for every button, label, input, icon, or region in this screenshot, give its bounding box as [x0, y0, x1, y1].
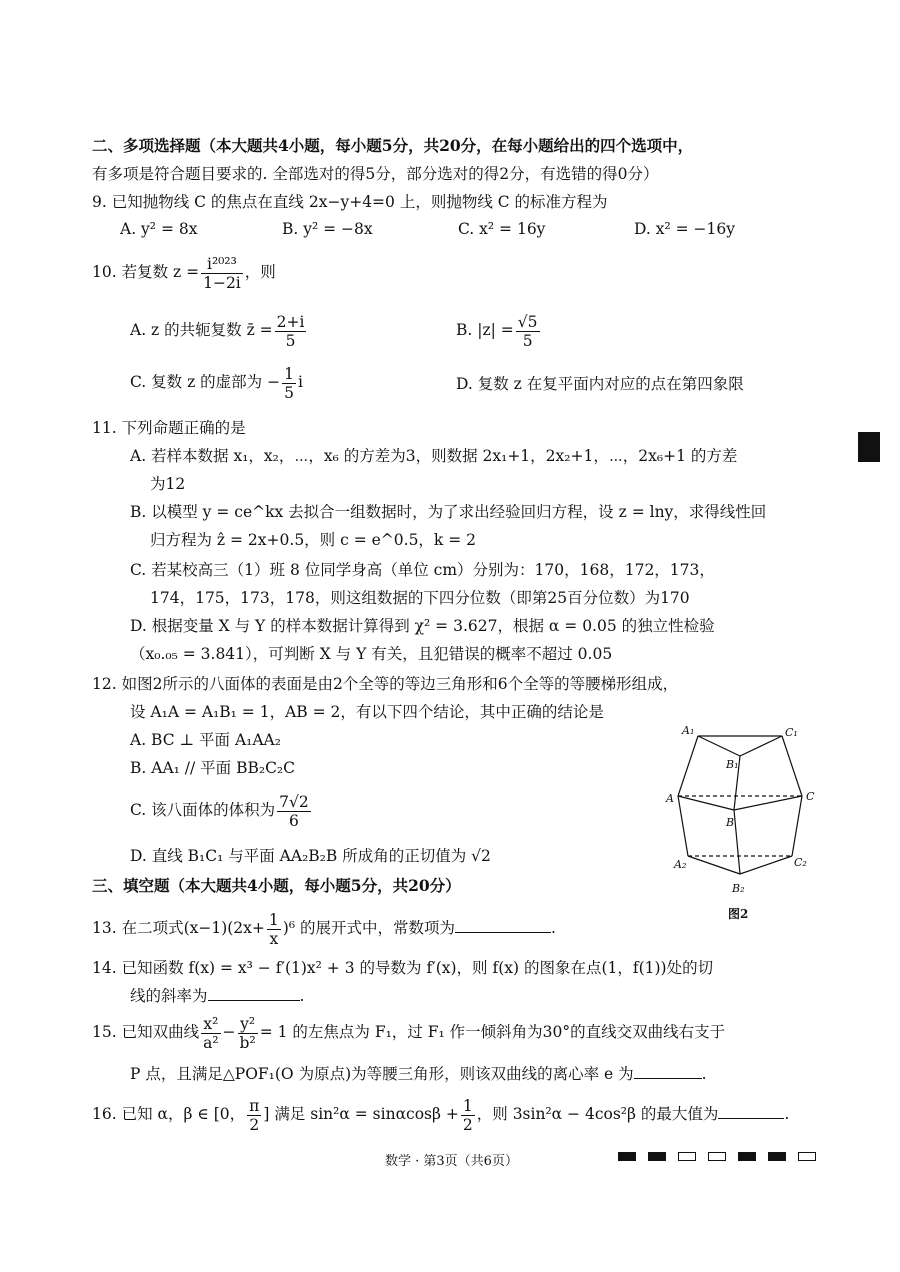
- q12-c-den: 6: [289, 811, 299, 830]
- label-c2: C₂: [794, 856, 807, 869]
- q10-stem-pre: 10. 若复数 z =: [92, 263, 200, 281]
- q10-a-num: 2+i: [276, 312, 305, 331]
- label-b2: B₂: [732, 882, 745, 895]
- q16-line: [92, 1094, 789, 1134]
- q13-line: [92, 908, 556, 948]
- q10-option-b: [456, 310, 542, 350]
- q16-fraction-half: [461, 1097, 475, 1134]
- section3-heading: 三、填空题（本大题共4小题，每小题5分，共20分）: [92, 876, 461, 895]
- q15-end: .: [701, 1065, 707, 1083]
- footer-mark-4: [708, 1152, 726, 1161]
- q10-c-num: 1: [284, 364, 294, 383]
- q13-pre: 13. 在二项式(x−1)(2x+: [92, 919, 265, 937]
- q14-line2: [130, 986, 304, 1006]
- q12-c-num: 7√2: [279, 792, 309, 811]
- footer-mark-5: [738, 1152, 756, 1161]
- q10-option-d: D. 复数 z 在复平面内对应的点在第四象限: [456, 375, 744, 393]
- q16-post: ，则 3sin²α − 4cos²β 的最大值为: [476, 1105, 719, 1123]
- q16-num: π: [249, 1096, 260, 1115]
- q13-end: .: [550, 919, 556, 937]
- q11-option-d-line2: （x₀.₀₅ = 3.841），可判断 X 与 Y 有关，且犯错误的概率不超过 0.05: [130, 645, 613, 663]
- q10-option-a: [130, 310, 308, 350]
- q9-option-c: C. x² = 16y: [458, 220, 546, 238]
- q10-a-den: 5: [285, 331, 296, 350]
- q12-c-fraction: [277, 793, 311, 830]
- footer-mark-1: [618, 1152, 636, 1161]
- q16-end: .: [784, 1105, 790, 1123]
- q15-d2: b²: [239, 1033, 256, 1052]
- q10-b-num: √5: [517, 312, 538, 331]
- q15-line2-text: P 点，且满足△POF₁(O 为原点)为等腰三角形，则该双曲线的离心率 e 为: [130, 1065, 634, 1083]
- q10-num: i²⁰²³: [201, 255, 243, 274]
- footer-mark-7: [798, 1152, 816, 1161]
- footer-marks: [618, 1152, 816, 1161]
- q11-option-d-line1: D. 根据变量 X 与 Y 的样本数据计算得到 χ² = 3.627，根据 α = 0.05 的独立性检验: [130, 617, 715, 635]
- q13-answer-blank: [455, 918, 551, 933]
- q15-answer-blank: [634, 1064, 702, 1079]
- q10-stem-post: ，则: [244, 263, 276, 281]
- q10-b-pre: B. |z| =: [456, 321, 514, 339]
- q12-c-pre: C. 该八面体的体积为: [130, 801, 276, 819]
- q15-pre: 15. 已知双曲线: [92, 1023, 200, 1041]
- label-c: C: [806, 790, 815, 803]
- label-b: B: [726, 816, 735, 829]
- q15-post: = 1 的左焦点为 F₁，过 F₁ 作一倾斜角为30°的直线交双曲线右支于: [259, 1023, 726, 1041]
- q14-line2-text: 线的斜率为: [130, 987, 208, 1005]
- q15-d1: a²: [203, 1033, 219, 1052]
- q16-mid: ] 满足 sin²α = sinαcosβ +: [263, 1105, 459, 1123]
- q12-stem-line2: 设 A₁A = A₁B₁ = 1，AB = 2，有以下四个结论，其中正确的结论是: [130, 703, 604, 721]
- q16-den2: 2: [462, 1115, 473, 1134]
- q10-b-fraction: [516, 313, 540, 350]
- label-a1: A₁: [682, 724, 695, 737]
- q12-option-c: [130, 790, 313, 830]
- octahedron-figure: [660, 722, 830, 922]
- q10-c-pre: C. 复数 z 的虚部为 −: [130, 373, 281, 391]
- q13-num: 1: [268, 910, 279, 929]
- q14-line1: 14. 已知函数 f(x) = x³ − f′(1)x² + 3 的导数为 f′(x)，则 f(x) 的图象在点(1，f(1))处的切: [92, 959, 714, 977]
- q11-option-a-line2: 为12: [150, 475, 186, 493]
- q9-option-d: D. x² = −16y: [634, 220, 735, 238]
- q15-fraction-y: [238, 1015, 258, 1052]
- q10-c-fraction: [282, 365, 296, 402]
- section2-heading-line2: 有多项是符合题目要求的. 全部选对的得5分，部分选对的得2分，有选错的得0分）: [92, 165, 659, 183]
- q11-option-a-line1: A. 若样本数据 x₁，x₂，⋯，x₆ 的方差为3，则数据 2x₁+1，2x₂+1，⋯，2x₆+1 的方差: [130, 447, 738, 465]
- q9-option-b: B. y² = −8x: [282, 220, 373, 238]
- page-footer: 数学 · 第3页（共6页）: [385, 1154, 518, 1169]
- q11-option-c-line1: C. 若某校高三（1）班 8 位同学身高（单位 cm）分别为：170，168，172，173，: [130, 561, 715, 579]
- q12-option-d: D. 直线 B₁C₁ 与平面 AA₂B₂B 所成角的正切值为 √2: [130, 847, 491, 865]
- q10-c-post: i: [297, 373, 303, 391]
- q14-answer-blank: [208, 986, 300, 1001]
- q15-mid: −: [222, 1023, 236, 1041]
- q12-stem-line1: 12. 如图2所示的八面体的表面是由2个全等的等边三角形和6个全等的等腰梯形组成，: [92, 675, 679, 693]
- footer-mark-6: [768, 1152, 786, 1161]
- label-a: A: [666, 792, 674, 805]
- q13-den: x: [269, 929, 279, 948]
- q13-fraction: [267, 911, 281, 948]
- footer-mark-2: [648, 1152, 666, 1161]
- q12-option-b: B. AA₁ // 平面 BB₂C₂C: [130, 759, 295, 777]
- q10-den: 1−2i: [203, 273, 241, 292]
- q16-pre: 16. 已知 α，β ∈ [0，: [92, 1105, 246, 1123]
- q9-option-a: A. y² = 8x: [120, 220, 198, 238]
- label-a2: A₂: [674, 858, 687, 871]
- q10-option-c: [130, 362, 303, 402]
- q10-a-fraction: [275, 313, 307, 350]
- side-tab-mark: [858, 432, 880, 462]
- q14-end: .: [299, 987, 305, 1005]
- q11-stem: 11. 下列命题正确的是: [92, 419, 246, 437]
- label-b1: B₁: [726, 758, 739, 771]
- q16-den: 2: [249, 1115, 260, 1134]
- q15-n1: x²: [201, 1015, 220, 1034]
- q15-fraction-x: [201, 1015, 220, 1052]
- q15-line2: [130, 1064, 707, 1084]
- q12-option-a: A. BC ⊥ 平面 A₁AA₂: [130, 731, 281, 749]
- q10-a-pre: A. z 的共轭复数 z̄ =: [130, 321, 273, 339]
- q11-option-b-line2: 归方程为 ẑ = 2x+0.5，则 c = e^0.5，k = 2: [150, 531, 477, 549]
- q11-option-c-line2: 174，175，173，178，则这组数据的下四分位数（即第25百分位数）为170: [150, 589, 690, 607]
- q10-b-den: 5: [522, 331, 533, 350]
- q9-stem: 9. 已知抛物线 C 的焦点在直线 2x−y+4=0 上，则抛物线 C 的标准方程为: [92, 193, 608, 211]
- q10-fraction: [201, 255, 243, 292]
- section2-heading-line1: 二、多项选择题（本大题共4小题，每小题5分，共20分，在每小题给出的四个选项中，: [92, 136, 694, 155]
- q15-line1: [92, 1012, 725, 1052]
- q13-post: )⁶ 的展开式中，常数项为: [282, 919, 455, 937]
- footer-mark-3: [678, 1152, 696, 1161]
- figure-caption: 图2: [728, 907, 749, 921]
- label-c1: C₁: [785, 726, 798, 739]
- q11-option-b-line1: B. 以模型 y = ce^kx 去拟合一组数据时，为了求出经验回归方程，设 z = lny，求得线性回: [130, 503, 767, 521]
- q10-c-den: 5: [284, 383, 294, 402]
- q16-fraction-pi: [247, 1097, 261, 1134]
- q16-answer-blank: [718, 1104, 784, 1119]
- q15-n2: y²: [238, 1015, 258, 1034]
- q10-stem: [92, 252, 276, 292]
- q16-num2: 1: [462, 1096, 473, 1115]
